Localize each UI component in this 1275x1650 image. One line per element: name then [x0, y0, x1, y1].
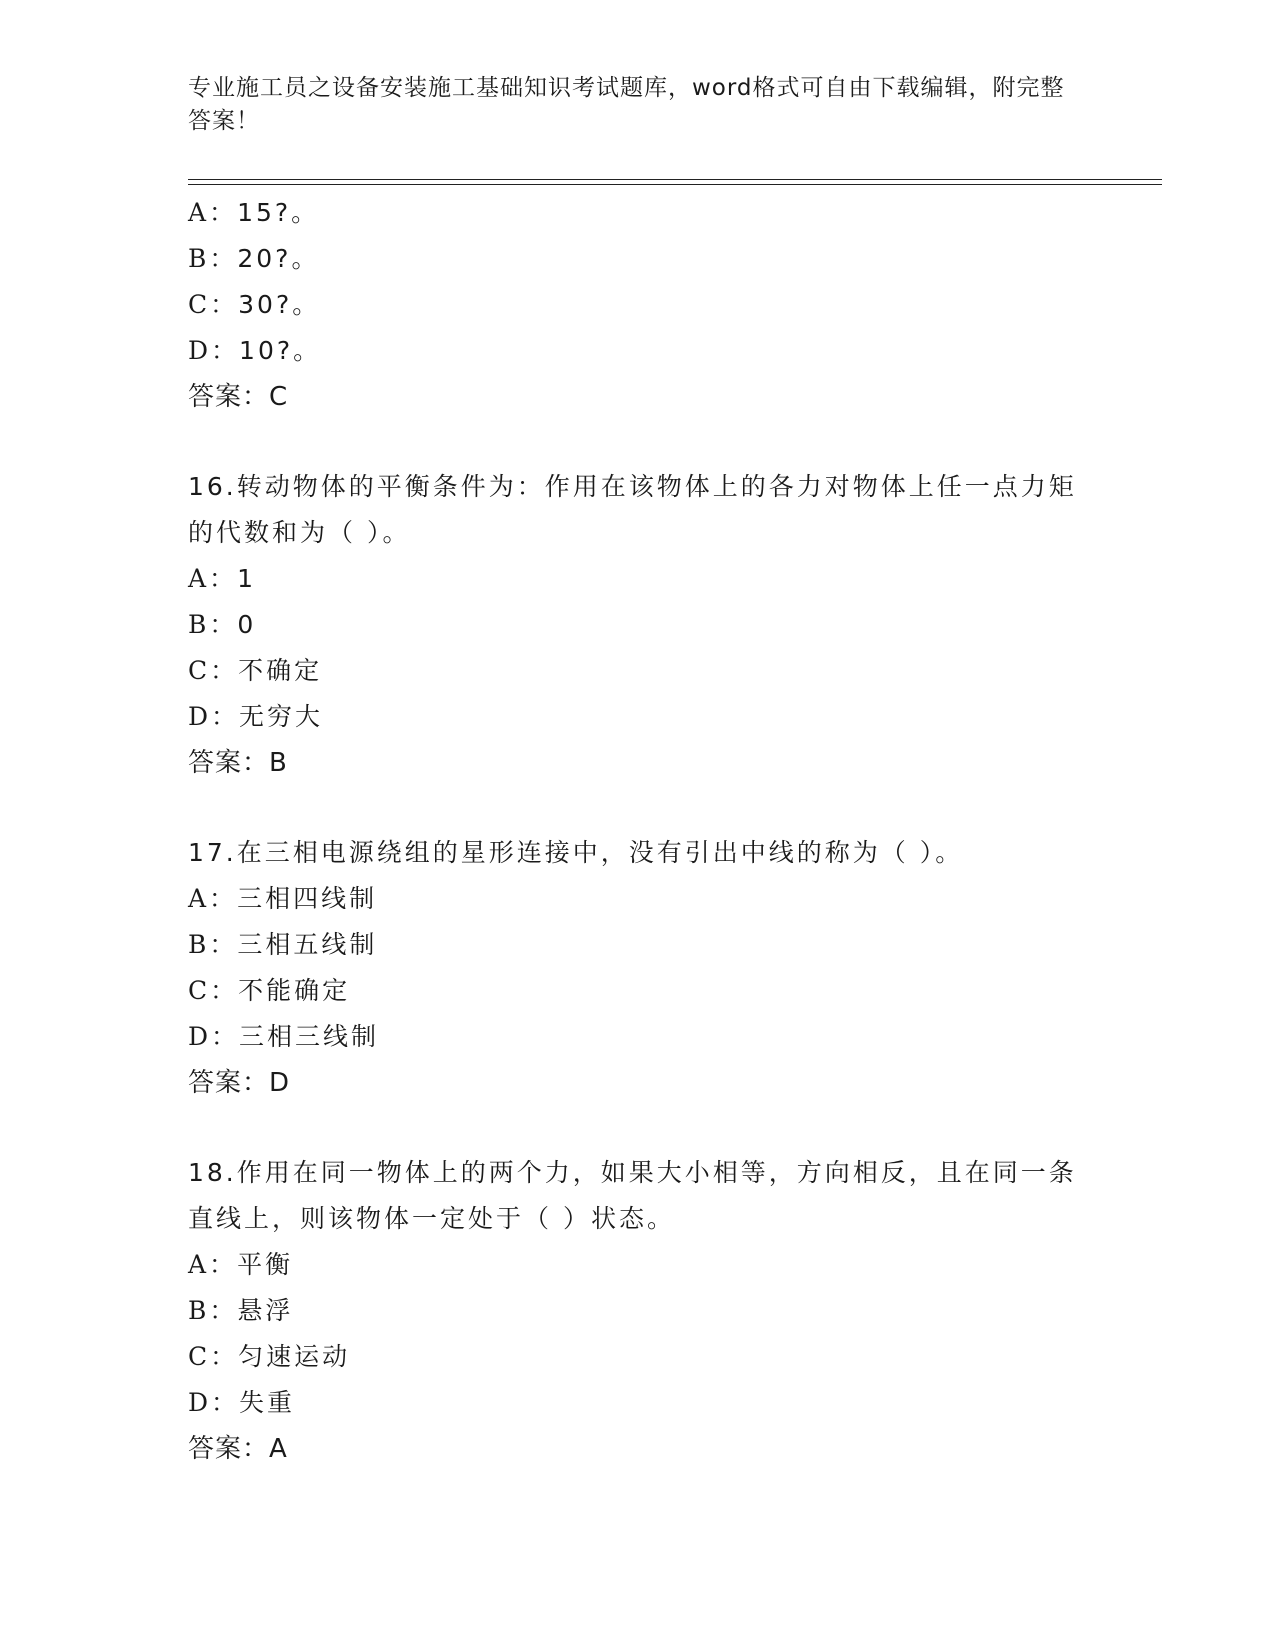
option-a: A：15?。: [188, 198, 320, 227]
option-b: B：三相五线制: [188, 930, 378, 959]
answer-line: 答案：A: [188, 1434, 288, 1464]
option-c: C：30?。: [188, 290, 321, 319]
question-number: 17.: [188, 838, 237, 867]
option-b: B：20?。: [188, 244, 320, 273]
question-number: 18.: [188, 1158, 237, 1187]
answer-line: 答案：D: [188, 1068, 291, 1098]
question-block: [188, 464, 1088, 786]
question-text: 16.转动物体的平衡条件为：作用在该物体上的各力对物体上任一点力矩的代数和为（ ）。: [188, 472, 1077, 547]
option-b: B：悬浮: [188, 1296, 294, 1325]
document-header: 专业施工员之设备安装施工基础知识考试题库，word格式可自由下载编辑，附完整答案！: [188, 75, 1065, 134]
option-a: A：1: [188, 564, 256, 593]
answer-line: 答案：B: [188, 748, 288, 778]
question-list: [188, 190, 1088, 1472]
header-rule-top: [188, 179, 1162, 180]
option-d: D：三相三线制: [188, 1022, 380, 1051]
option-b: B：0: [188, 610, 257, 639]
option-a: A：三相四线制: [188, 884, 378, 913]
question-block: [188, 830, 1088, 1106]
option-d: D：10?。: [188, 336, 322, 365]
option-c: C：不能确定: [188, 976, 351, 1005]
option-d: D：失重: [188, 1388, 296, 1417]
question-number: 16.: [188, 472, 237, 501]
option-c: C：匀速运动: [188, 1342, 351, 1371]
header-rule-bottom: [188, 184, 1162, 185]
option-c: C：不确定: [188, 656, 323, 685]
answer-line: 答案：C: [188, 382, 289, 412]
option-d: D：无穷大: [188, 702, 324, 731]
question-block: [188, 190, 1088, 420]
question-text: 17.在三相电源绕组的星形连接中，没有引出中线的称为（ ）。: [188, 838, 964, 867]
question-block: [188, 1150, 1088, 1472]
question-text: 18.作用在同一物体上的两个力，如果大小相等，方向相反，且在同一条直线上，则该物体一定处于（ ）状态。: [188, 1158, 1077, 1233]
option-a: A：平衡: [188, 1250, 294, 1279]
